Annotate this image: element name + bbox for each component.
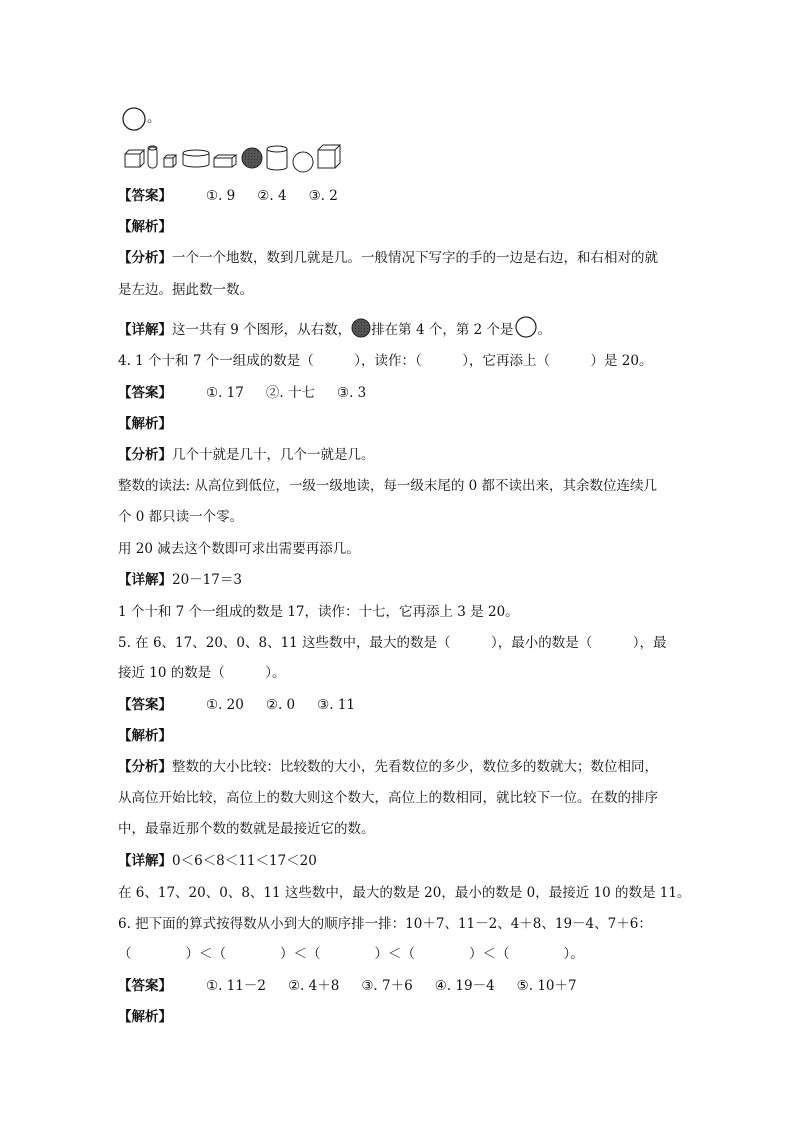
answer-item: ②. 4＋8 [287,978,340,994]
fenxi-tag: 【分析】 [118,447,172,463]
q5-answer-line [118,696,377,714]
answer-item: ①. 17 [206,385,244,401]
detail-text-a: 这一共有 9 个图形，从右数， [172,322,352,338]
circle-icon [514,316,538,338]
fenxi-tag: 【分析】 [118,759,172,775]
q4-detail-line [118,571,242,589]
cylinder-icon [183,150,209,167]
analysis-tag: 【解析】 [118,728,172,744]
q5-detail-line [118,852,317,870]
q5-line2: 从高位开始比较，高位上的数大则这个数大，高位上的数相同，就比较下一位。在数的排序 [118,790,658,806]
q5-detail2: 在 6、17、20、0、8、11 这些数中，最大的数是 20，最小的数是 0，最接近 10 的数是 11。 [118,885,691,901]
answer-item: ①. 11－2 [206,978,266,994]
cube-icon [164,155,176,167]
q3-detail-line [118,316,551,339]
answer-tag: 【答案】 [118,978,172,994]
q6-answer-line [118,977,599,995]
q5-question2: 接近 10 的数是（ ）。 [118,665,286,681]
dark-ball-icon [351,318,371,338]
cube-icon [318,145,340,168]
fenxi-text: 整数的大小比较：比较数的大小，先看数位的多少，数位多的数就大；数位相同， [172,759,658,775]
detail-text: 0＜6＜8＜11＜17＜20 [172,853,317,869]
answer-item: ④. 19－4 [434,978,495,994]
q3-fenxi-line1 [118,249,658,267]
q3-answer-line [118,187,360,205]
cuboid-icon [125,150,144,167]
q4-fenxi-line1 [118,446,375,464]
answer-tag: 【答案】 [118,697,172,713]
q4-line4: 用 20 减去这个数即可求出需要再添几。 [118,541,360,557]
detail-text-b: 排在第 4 个，第 2 个是 [371,322,514,338]
analysis-tag: 【解析】 [118,416,172,432]
answer-item: ②. 十七 [265,385,315,401]
answer-item: ③. 7＋6 [361,978,413,994]
q5-line3: 中，最靠近那个数的数就是最接近它的数。 [118,821,375,837]
top-circle-suffix: 。 [147,110,161,126]
answer-tag: 【答案】 [118,188,172,204]
detail-tag: 【详解】 [118,853,172,869]
answer-item: ②. 0 [265,697,296,713]
answer-item: ③. 11 [317,697,356,713]
q4-question: 4. 1 个十和 7 个一组成的数是（ ），读作：（ ），它再添上（ ）是 20。 [118,353,653,369]
circle-icon [121,106,147,132]
q4-line2: 整数的读法: 从高位到低位，一级一级地读，每一级末尾的 0 都不读出来，其余数位连续几 [118,478,658,494]
fenxi-tag: 【分析】 [118,250,172,266]
cylinder-icon [267,146,287,170]
q6-question2: （ ）＜（ ）＜（ ）＜（ ）＜（ ）。 [118,946,584,962]
answer-item: ①. 9 [206,188,236,204]
detail-tag: 【详解】 [118,572,172,588]
detail-tag: 【详解】 [118,322,172,338]
answer-item: ②. 4 [257,188,287,204]
q5-question1: 5. 在 6、17、20、0、8、11 这些数中，最大的数是（ ），最小的数是（ ），最 [118,635,667,651]
analysis-tag: 【解析】 [118,1009,172,1025]
detail-text: 20－17＝3 [172,572,242,588]
q6-question1: 6. 把下面的算式按得数从小到大的顺序排一排：10＋7、11－2、4＋8、19－4、7＋6： [118,916,652,932]
analysis-tag: 【解析】 [118,219,172,235]
circle-icon [293,152,313,172]
answer-item: ③. 2 [308,188,338,204]
q4-answer-line [118,384,388,402]
cylinder-icon [148,146,157,168]
dark-ball-icon [242,148,262,168]
q5-fenxi-line1 [118,758,658,776]
answer-tag: 【答案】 [118,385,172,401]
fenxi-text: 几个十就是几十，几个一就是几。 [172,447,375,463]
cuboid-icon [214,155,236,167]
answer-item: ⑤. 10＋7 [516,978,577,994]
shapes-row [124,143,346,173]
answer-item: ③. 3 [336,385,367,401]
fenxi-text: 一个一个地数，数到几就是几。一般情况下写字的手的一边是右边，和右相对的就 [172,250,658,266]
answer-item: ①. 20 [206,697,244,713]
q3-fenxi-line2: 是左边。据此数一数。 [118,282,253,298]
q4-line3: 个 0 都只读一个零。 [118,509,244,525]
q4-detail2: 1 个十和 7 个一组成的数是 17，读作：十七，它再添上 3 是 20。 [118,604,519,620]
detail-text-c: 。 [537,322,552,338]
